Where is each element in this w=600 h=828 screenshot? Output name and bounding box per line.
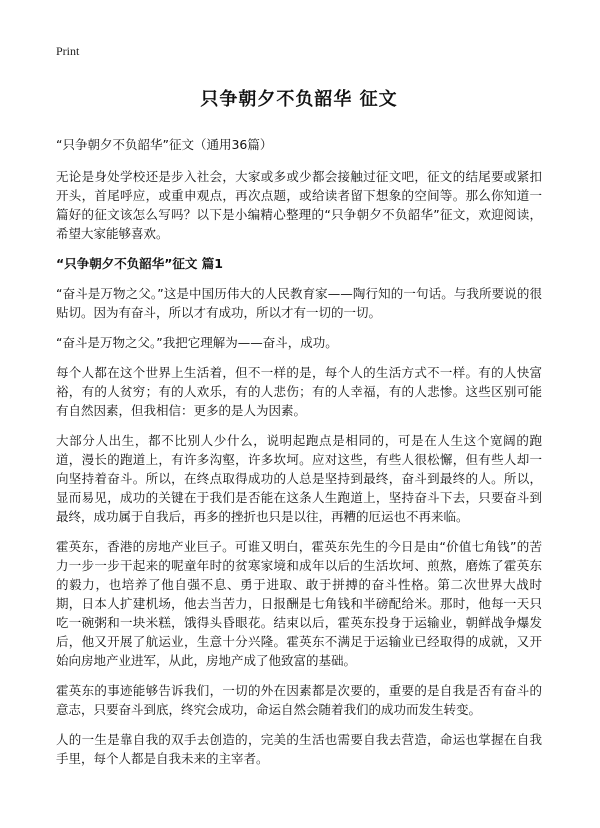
paragraph-3: 每个人都在这个世界上生活着，但不一样的是，每个人的生活方式不一样。有的人快富裕，有的人贫穷；有的人欢乐，有的人悲伤；有的人幸福，有的人悲惨。这些区别可能有自然因素，但我相信：更多的是人为因素。 [56, 365, 542, 418]
paragraph-5: 霍英东，香港的房地产业巨子。可谁又明白，霍英东先生的今日是由“价值七角钱”的苦力一步一步干起来的呢童年时的贫寒家境和成年以后的生活坎坷、煎熬，磨炼了霍英东的毅力，也培养了他自强不息、勇于进取、敢于拼搏的奋斗性格。第二次世界大战时期，日本人扩建机场，他去当苦力，日报酬是七角钱和半磅配给米。那时，他每一天只吃一碗粥和一块米糕，饿得头昏眼花。结束以后，霍英东投身于运输业，朝鲜战争爆发后，他又开展了航运业，生意十分兴隆。霍英东不满足于运输业已经取得的成就，又开始向房地产业进军，从此，房地产成了他致富的基础。 [56, 539, 542, 668]
paragraph-4: 大部分人出生，都不比别人少什么，说明起跑点是相同的，可是在人生这个宽阔的跑道，漫长的跑道上，有许多沟壑，许多坎坷。应对这些，有些人很松懈，但有些人却一向坚持着奋斗。所以，在终点取得成功的人总是坚持到最终，奋斗到最终的人。所以，显而易见，成功的关键在于我们是否能在这条人生跑道上，坚持奋斗下去，只要奋斗到最终，成功属于自我后，再多的挫折也只是以往，再糟的厄运也不再来临。 [56, 433, 542, 524]
intro-paragraph: 无论是身处学校还是步入社会，大家或多或少都会接触过征文吧，征文的结尾要或紧扣开头，首尾呼应，或重申观点，再次点题，或给读者留下想象的空间等。那么你知道一篇好的征文该怎么写吗？以下是小编精心整理的“只争朝夕不负韶华”征文，欢迎阅读，希望大家能够喜欢。 [56, 169, 542, 241]
section-heading: “只争朝夕不负韶华”征文 篇1 [56, 256, 223, 271]
paragraph-2: “奋斗是万物之父。”我把它理解为——奋斗，成功。 [56, 335, 338, 350]
page-title: 只争朝夕不负韶华 征文 [200, 89, 398, 110]
print-link[interactable]: Print [56, 44, 80, 58]
paragraph-1: “奋斗是万物之父。”这是中国历伟大的人民教育家——陶行知的一句话。与我所要说的很贴切。因为有奋斗，所以才有成功，所以才有一切的一切。 [56, 286, 542, 320]
document-subtitle: “只争朝夕不负韶华”征文（通用36篇） [56, 137, 273, 152]
paragraph-7: 人的一生是靠自我的双手去创造的，完美的生活也需要自我去营造，命运也掌握在自我手里，每个人都是自我未来的主宰者。 [56, 732, 542, 766]
paragraph-6: 霍英东的事迹能够告诉我们，一切的外在因素都是次要的，重要的是自我是否有奋斗的意志，只要奋斗到底，终究会成功，命运自然会随着我们的成功而发生转变。 [56, 683, 542, 717]
